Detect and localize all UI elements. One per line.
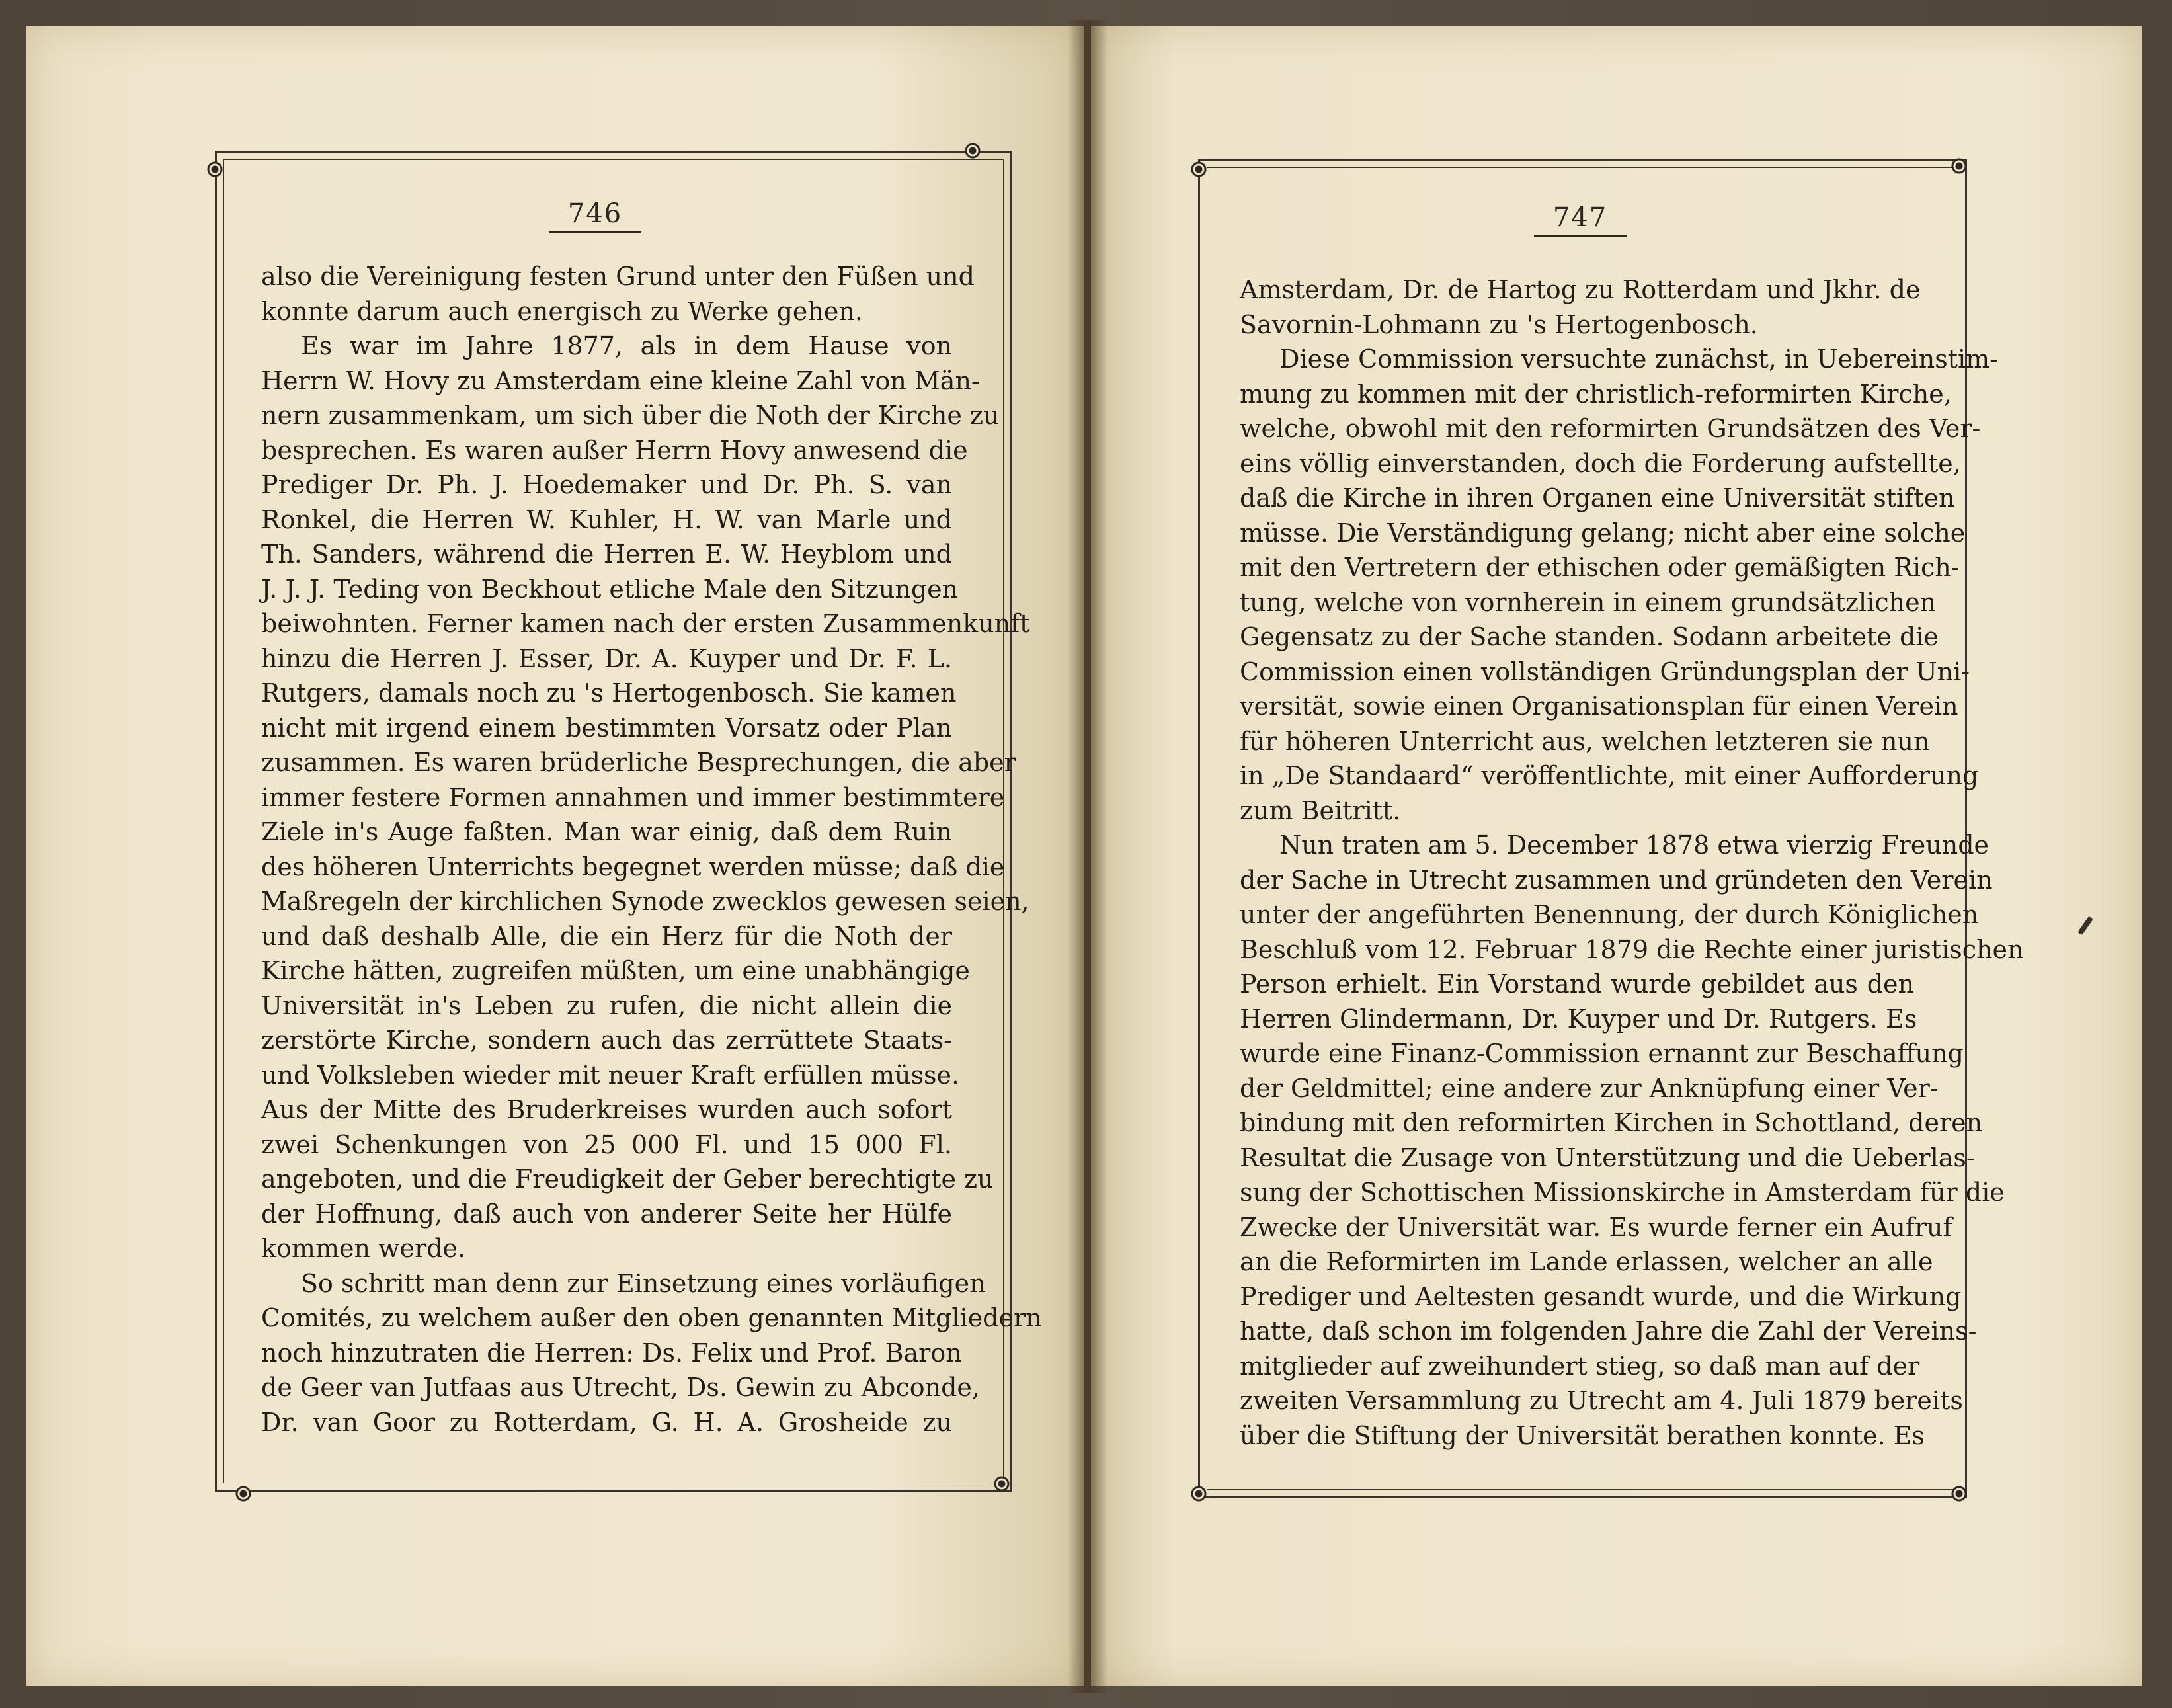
text-line: Gegensatz zu der Sache standen. Sodann arbeitete die: [1240, 622, 1939, 651]
text-line: Kirche hätten, zugreifen müßten, um eine unabhängige: [261, 956, 970, 985]
text-line: de Geer van Jutfaas aus Utrecht, Ds. Gewin zu Abconde,: [261, 1373, 980, 1402]
corner-ornament-icon: [1190, 1485, 1207, 1502]
left-page-number: 746: [529, 198, 661, 229]
text-line: konnte darum auch energisch zu Werke gehen.: [261, 296, 863, 326]
book-gutter: [1068, 20, 1107, 1693]
text-line: für höheren Unterricht aus, welchen letzteren sie nun: [1240, 726, 1930, 756]
text-line: Dr. van Goor zu Rotterdam, G. H. A. Grosheide zu: [261, 1407, 952, 1437]
text-line: der Hoffnung, daß auch von anderer Seite her Hülfe: [261, 1199, 952, 1229]
text-line: Es war im Jahre 1877, als in dem Hause von: [301, 331, 952, 360]
text-line: Prediger Dr. Ph. J. Hoedemaker und Dr. Ph. S. van: [261, 470, 952, 499]
text-line: bindung mit den reformirten Kirchen in Schottland, deren: [1240, 1108, 1983, 1137]
text-line: welche, obwohl mit den reformirten Grundsätzen des Ver-: [1240, 414, 1981, 443]
text-line: eins völlig einverstanden, doch die Forderung aufstellte,: [1240, 448, 1961, 478]
text-line: hatte, daß schon im folgenden Jahre die Zahl der Vereins-: [1240, 1317, 1977, 1346]
text-line: in „De Standaard“ veröffentlichte, mit einer Aufforderung: [1240, 761, 1979, 790]
text-line: mung zu kommen mit der christlich-reformirten Kirche,: [1240, 379, 1952, 409]
text-line: Amsterdam, Dr. de Hartog zu Rotterdam und Jkhr. de: [1240, 275, 1921, 304]
text-line: versität, sowie einen Organisationsplan für einen Verein: [1240, 692, 1958, 721]
text-line: und Volksleben wieder mit neuer Kraft erfüllen müsse.: [261, 1060, 960, 1090]
text-line: Person erhielt. Ein Vorstand wurde gebildet aus den: [1240, 969, 1914, 998]
text-line: zwei Schenkungen von 25 000 Fl. und 15 000 Fl.: [261, 1129, 952, 1159]
corner-ornament-icon: [1951, 1485, 1968, 1502]
text-line: Beschluß vom 12. Februar 1879 die Rechte einer juristischen: [1240, 934, 2024, 964]
text-line: mit den Vertretern der ethischen oder gemäßigten Rich-: [1240, 553, 1960, 582]
text-line: Commission einen vollständigen Gründungsplan der Uni-: [1240, 657, 1970, 686]
text-line: also die Vereinigung festen Grund unter den Füßen und: [261, 262, 975, 291]
text-line: nern zusammenkam, um sich über die Noth der Kirche zu: [261, 401, 1000, 430]
text-line: Zwecke der Universität war. Es wurde ferner ein Aufruf: [1240, 1212, 1952, 1242]
text-line: besprechen. Es waren außer Herrn Hovy anwesend die: [261, 435, 968, 465]
text-line: nicht mit irgend einem bestimmten Vorsatz oder Plan: [261, 713, 952, 743]
text-line: Herren Glindermann, Dr. Kuyper und Dr. Rutgers. Es: [1240, 1004, 1917, 1034]
right-page-number: 747: [1514, 202, 1646, 233]
text-line: wurde eine Finanz-Commission ernannt zur Beschaffung: [1240, 1039, 1964, 1068]
right-page-body: [1240, 272, 2024, 1453]
text-line: zweiten Versammlung zu Utrecht am 4. Juli 1879 bereits: [1240, 1386, 1963, 1415]
text-line: an die Reformirten im Lande erlassen, welcher an alle: [1240, 1247, 1933, 1276]
text-line: Herrn W. Hovy zu Amsterdam eine kleine Zahl von Män-: [261, 366, 980, 395]
corner-ornament-icon: [964, 142, 981, 159]
text-line: müsse. Die Verständigung gelang; nicht aber eine solche: [1240, 518, 1966, 548]
text-line: J. J. J. Teding von Beckhout etliche Male den Sitzungen: [261, 574, 959, 604]
text-line: Ronkel, die Herren W. Kuhler, H. W. van Marle und: [261, 505, 952, 534]
text-line: zum Beitritt.: [1240, 795, 1401, 825]
text-line: Universität in's Leben zu rufen, die nicht allein die: [261, 991, 952, 1020]
text-line: Nun traten am 5. December 1878 etwa vierzig Freunde: [1279, 831, 1990, 860]
text-line: Resultat die Zusage von Unterstützung und die Ueberlas-: [1240, 1143, 1975, 1172]
text-line: der Sache in Utrecht zusammen und gründeten den Verein: [1240, 865, 1993, 895]
text-line: kommen werde.: [261, 1234, 466, 1263]
left-page-body: [261, 259, 1042, 1440]
text-line: Th. Sanders, während die Herren E. W. Heyblom und: [261, 540, 952, 569]
text-line: daß die Kirche in ihren Organen eine Universität stiften: [1240, 483, 1955, 512]
text-line: immer festere Formen annahmen und immer bestimmtere: [261, 782, 1005, 812]
text-line: und daß deshalb Alle, die ein Herz für die Noth der: [261, 921, 952, 951]
text-line: Prediger und Aeltesten gesandt wurde, und die Wirkung: [1240, 1281, 1962, 1311]
corner-ornament-icon: [993, 1475, 1010, 1492]
text-line: tung, welche von vornherein in einem grundsätzlichen: [1240, 587, 1937, 617]
text-line: beiwohnten. Ferner kamen nach der ersten Zusammenkunft: [261, 609, 1030, 638]
text-line: hinzu die Herren J. Esser, Dr. A. Kuyper und Dr. F. L.: [261, 643, 952, 673]
text-line: des höheren Unterrichts begegnet werden müsse; daß die: [261, 852, 1005, 881]
corner-ornament-icon: [1951, 157, 1968, 175]
text-line: Maßregeln der kirchlichen Synode zwecklos gewesen seien,: [261, 887, 1029, 916]
text-line: unter der angeführten Benennung, der durch Königlichen: [1240, 900, 1979, 929]
text-line: So schritt man denn zur Einsetzung eines vorläufigen: [301, 1268, 986, 1298]
text-line: Aus der Mitte des Bruderkreises wurden auch sofort: [261, 1095, 952, 1124]
text-line: Comités, zu welchem außer den oben genannten Mitgliedern: [261, 1303, 1042, 1332]
text-line: Ziele in's Auge faßten. Man war einig, daß dem Ruin: [261, 817, 952, 846]
text-line: sung der Schottischen Missionskirche in Amsterdam für die: [1240, 1178, 2005, 1207]
text-line: über die Stiftung der Universität berathen konnte. Es: [1240, 1420, 1925, 1450]
corner-ornament-icon: [206, 161, 223, 178]
text-line: Diese Commission versuchte zunächst, in Uebereinstim-: [1279, 345, 1999, 374]
corner-ornament-icon: [235, 1485, 252, 1502]
text-line: der Geldmittel; eine andere zur Anknüpfung einer Ver-: [1240, 1073, 1939, 1103]
text-line: Rutgers, damals noch zu 's Hertogenbosch. Sie kamen: [261, 678, 957, 708]
text-line: angeboten, und die Freudigkeit der Geber berechtigte zu: [261, 1164, 994, 1194]
text-line: mitglieder auf zweihundert stieg, so daß man auf der: [1240, 1351, 1920, 1381]
text-line: Savornin-Lohmann zu 's Hertogenbosch.: [1240, 309, 1758, 339]
text-line: noch hinzutraten die Herren: Ds. Felix und Prof. Baron: [261, 1338, 962, 1367]
text-line: zusammen. Es waren brüderliche Besprechungen, die aber: [261, 748, 1016, 777]
corner-ornament-icon: [1190, 161, 1207, 178]
text-line: zerstörte Kirche, sondern auch das zerrüttete Staats-: [261, 1026, 952, 1055]
